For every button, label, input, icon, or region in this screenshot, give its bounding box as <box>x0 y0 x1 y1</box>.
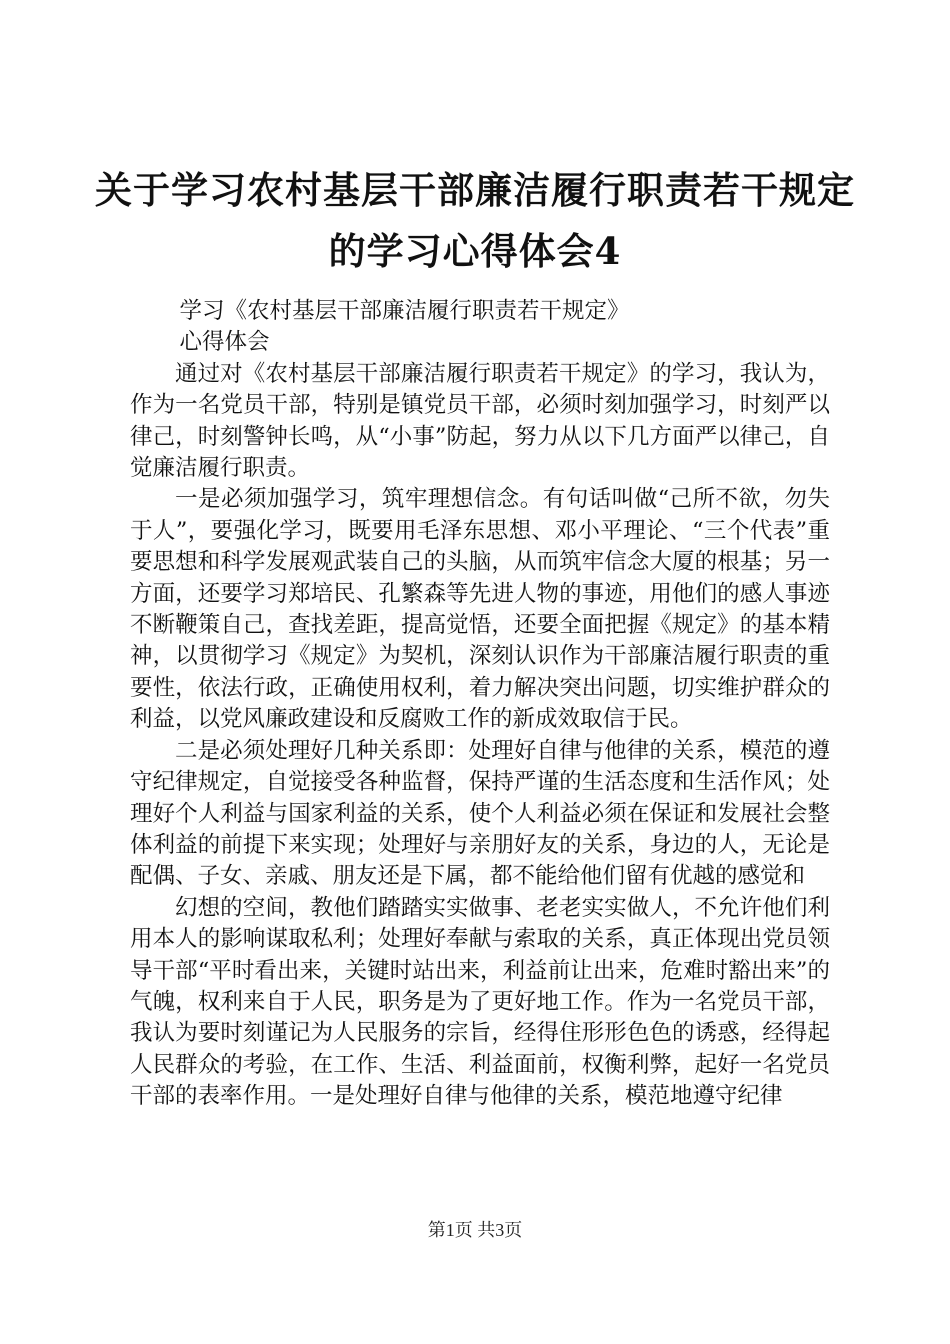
document-title-line1: 关于学习农村基层干部廉洁履行职责若干规定 <box>95 168 855 212</box>
paragraph: 一是必须加强学习，筑牢理想信念。有句话叫做“己所不欲，勿失于人”，要强化学习，既要用毛泽东思想、邓小平理论、“三个代表”重要思想和科学发展观武装自己的头脑，从而筑牢信念大厦的根基；另一方面，还要学习郑培民、孔繁森等先进人物的事迹，用他们的感人事迹不断鞭策自己，查找差距，提高觉悟，还要全面把握《规定》的基本精神，以贯彻学习《规定》为契机，深刻认识作为干部廉洁履行职责的重要性，依法行政，正确使用权利，着力解决突出问题，切实维护群众的利益，以党风廉政建设和反腐败工作的新成效取信于民。 <box>130 486 830 733</box>
paragraph-heading: 学习《农村基层干部廉洁履行职责若干规定》 <box>179 298 630 324</box>
document-title-line2: 的学习心得体会4 <box>328 229 622 273</box>
paragraph: 二是必须处理好几种关系即：处理好自律与他律的关系，模范的遵守纪律规定，自觉接受各种监督，保持严谨的生活态度和生活作风；处理好个人利益与国家利益的关系，使个人利益必须在保证和发展社会整体利益的前提下来实现；处理好与亲朋好友的关系，身边的人，无论是配偶、子女、亲戚、朋友还是下属，都不能给他们留有优越的感觉和 <box>130 737 830 890</box>
page-number-footer: 第1页 共3页 <box>427 1220 523 1240</box>
paragraph: 通过对《农村基层干部廉洁履行职责若干规定》的学习，我认为，作为一名党员干部，特别是镇党员干部，必须时刻加强学习，时刻严以律己，时刻警钟长鸣，从“小事”防起，努力从以下几方面严以律己，自觉廉洁履行职责。 <box>130 360 830 482</box>
paragraph-subheading: 心得体会 <box>179 329 270 356</box>
paragraph: 幻想的空间，教他们踏踏实实做事、老老实实做人，不允许他们利用本人的影响谋取私利；处理好奉献与索取的关系，真正体现出党员领导干部“平时看出来，关键时站出来，利益前让出来，危难时豁出来”的气魄，权利来自于人民，职务是为了更好地工作。作为一名党员干部，我认为要时刻谨记为人民服务的宗旨，经得住形形色色的诱惑，经得起人民群众的考验，在工作、生活、利益面前，权衡利弊，起好一名党员干部的表率作用。一是处理好自律与他律的关系，模范地遵守纪律 <box>130 894 830 1110</box>
document-body <box>130 296 830 1113</box>
